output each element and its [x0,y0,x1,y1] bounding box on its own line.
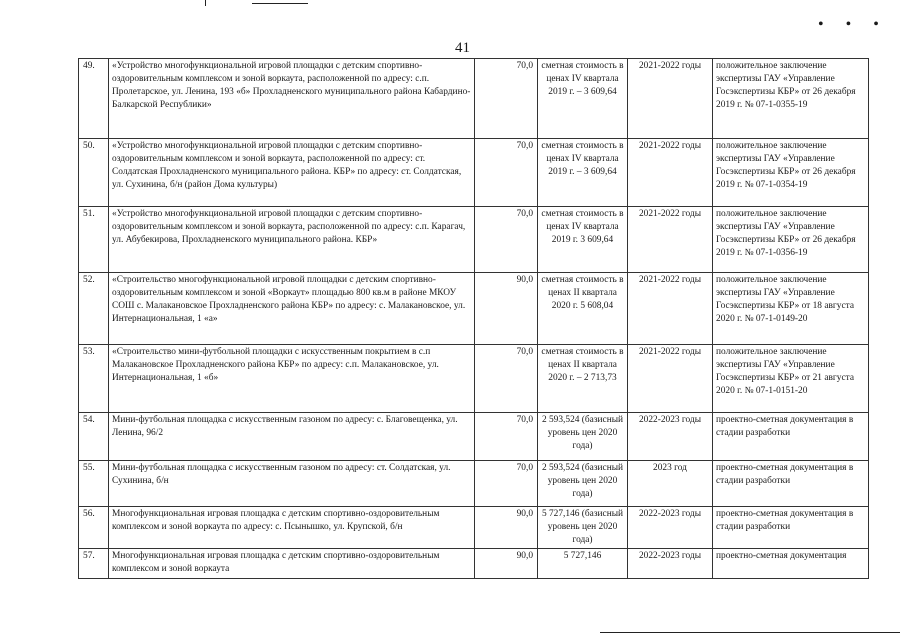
objects-table [78,58,869,579]
row-number-cell: 56. [79,507,109,549]
estimated-cost-cell: 2 593,524 (базисный уровень цен 2020 года) [538,461,628,507]
implementation-period-cell: 2021-2022 годы [628,207,713,273]
implementation-period-cell: 2022-2023 годы [628,413,713,461]
scan-mark [205,0,206,6]
table-row [79,413,869,461]
object-name-cell: Многофункциональная игровая площадка с детским спортивно-оздоровительным комплексом и зоной воркаута [109,549,475,579]
object-name-cell: «Устройство многофункциональной игровой площадки с детским спортивно-оздоровительным комплексом и зоной воркаута, расположенной по адресу: с.п. Пролетарское, ул. Ленина, 193 «б» Прохладненского муниципального района Кабардино-Балкарской Республики» [109,59,475,139]
capacity-cell: 70,0 [475,413,538,461]
estimated-cost-cell: сметная стоимость в ценах II квартала 2020 г. – 2 713,73 [538,345,628,413]
object-name-cell: Мини-футбольная площадка с искусственным газоном по адресу: ст. Солдатская, ул. Сухинина, б/н [109,461,475,507]
row-number-cell: 57. [79,549,109,579]
estimated-cost-cell: сметная стоимость в ценах IV квартала 2019 г. – 3 609,64 [538,139,628,207]
estimated-cost-cell: 2 593,524 (базисный уровень цен 2020 года) [538,413,628,461]
estimated-cost-cell: сметная стоимость в ценах IV квартала 2019 г. – 3 609,64 [538,59,628,139]
table-row [79,59,869,139]
document-status-cell: положительное заключение экспертизы ГАУ «Управление Госэкспертизы КБР» от 26 декабря 2019 г. № 07-1-0356-19 [713,207,869,273]
table-row [79,461,869,507]
document-status-cell: проектно-сметная документация в стадии разработки [713,507,869,549]
estimated-cost-cell: 5 727,146 (базисный уровень цен 2020 года) [538,507,628,549]
capacity-cell: 70,0 [475,345,538,413]
document-status-cell: проектно-сметная документация в стадии разработки [713,413,869,461]
table-row [79,507,869,549]
row-number-cell: 52. [79,273,109,345]
implementation-period-cell: 2022-2023 годы [628,549,713,579]
document-status-cell: положительное заключение экспертизы ГАУ «Управление Госэкспертизы КБР» от 26 декабря 2019 г. № 07-1-0355-19 [713,59,869,139]
table-row [79,273,869,345]
object-name-cell: «Устройство многофункциональной игровой площадки с детским спортивно-оздоровительным комплексом и зоной воркаута, расположенной по адресу: ст. Солдатская Прохладненского муниципального района. КБР» по адресу: ст. Солдатская, ул. Сухинина, б/н (район Дома культуры) [109,139,475,207]
estimated-cost-cell: сметная стоимость в ценах II квартала 2020 г. 5 608,04 [538,273,628,345]
scan-mark [252,3,308,4]
implementation-period-cell: 2021-2022 годы [628,273,713,345]
row-number-cell: 53. [79,345,109,413]
object-name-cell: Многофункциональная игровая площадка с детским спортивно-оздоровительным комплексом и зоной воркаута по адресу: с. Псынышко, ул. Крупской, б/н [109,507,475,549]
object-name-cell: «Строительство многофункциональной игровой площадки с детским спортивно-оздоровительным комплексом и зоной «Воркаут» площадью 800 кв.м в районе МКОУ СОШ с. Малакановское Прохладненского района КБР» по адресу: с. Малакановское, ул. Интернациональная, 1 «а» [109,273,475,345]
table-row [79,345,869,413]
row-number-cell: 55. [79,461,109,507]
capacity-cell: 70,0 [475,207,538,273]
document-status-cell: проектно-сметная документация в стадии разработки [713,461,869,507]
scan-dots: • • • [818,16,888,33]
table-row [79,549,869,579]
row-number-cell: 54. [79,413,109,461]
object-name-cell: «Строительство мини-футбольной площадки с искусственным покрытием в с.п Малакановское Прохладненского района КБР» по адресу: с.п. Малакановское, ул. Интернациональная, 1 «б» [109,345,475,413]
capacity-cell: 90,0 [475,273,538,345]
document-status-cell: положительное заключение экспертизы ГАУ «Управление Госэкспертизы КБР» от 21 августа 2020 г. № 07-1-0151-20 [713,345,869,413]
implementation-period-cell: 2021-2022 годы [628,345,713,413]
document-status-cell: проектно-сметная документация [713,549,869,579]
estimated-cost-cell: 5 727,146 [538,549,628,579]
document-status-cell: положительное заключение экспертизы ГАУ «Управление Госэкспертизы КБР» от 26 декабря 2019 г. № 07-1-0354-19 [713,139,869,207]
capacity-cell: 70,0 [475,139,538,207]
implementation-period-cell: 2021-2022 годы [628,59,713,139]
implementation-period-cell: 2021-2022 годы [628,139,713,207]
table-row [79,139,869,207]
document-status-cell: положительное заключение экспертизы ГАУ «Управление Госэкспертизы КБР» от 18 августа 2020 г. № 07-1-0149-20 [713,273,869,345]
footer-line [600,632,900,633]
capacity-cell: 90,0 [475,507,538,549]
capacity-cell: 70,0 [475,461,538,507]
row-number-cell: 50. [79,139,109,207]
implementation-period-cell: 2022-2023 годы [628,507,713,549]
object-name-cell: «Устройство многофункциональной игровой площадки с детским спортивно-оздоровительным комплексом и зоной воркаута, расположенной по адресу: с.п. Карагач, ул. Абубекирова, Прохладненского муниципального района. КБР» [109,207,475,273]
capacity-cell: 90,0 [475,549,538,579]
row-number-cell: 51. [79,207,109,273]
object-name-cell: Мини-футбольная площадка с искусственным газоном по адресу: с. Благовещенка, ул. Ленина, 96/2 [109,413,475,461]
implementation-period-cell: 2023 год [628,461,713,507]
row-number-cell: 49. [79,59,109,139]
table-row [79,207,869,273]
estimated-cost-cell: сметная стоимость в ценах IV квартала 2019 г. 3 609,64 [538,207,628,273]
capacity-cell: 70,0 [475,59,538,139]
page-number: 41 [455,40,470,56]
